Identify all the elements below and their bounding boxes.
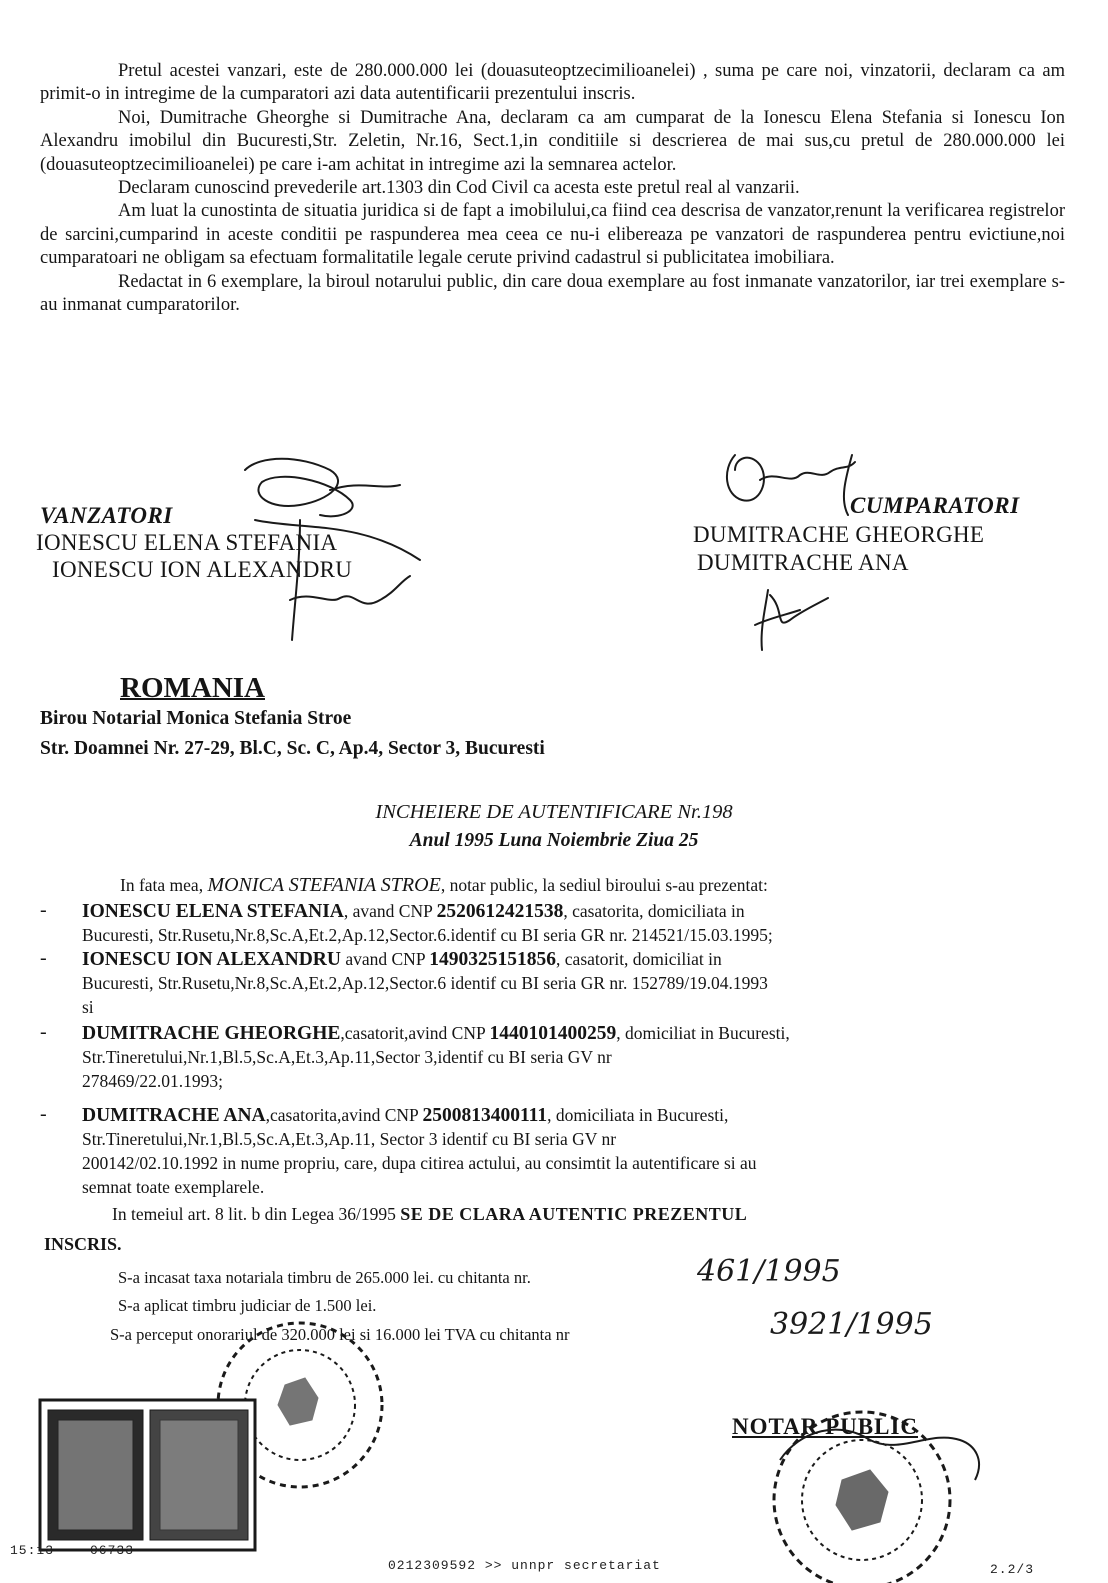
buyer-name-1: DUMITRACHE GHEORGHE	[693, 522, 985, 547]
person-4-line-3: 200142/02.10.1992 in nume propriu, care, dupa citirea actului, au consimtit la autentificare si au	[82, 1153, 757, 1173]
notary-name: MONICA STEFANIA STROE	[207, 874, 441, 896]
legal-basis-end: INSCRIS.	[44, 1234, 122, 1254]
person-4-line-1: DUMITRACHE ANA,casatorita,avind CNP 2500813400111, domiciliata in Bucuresti,	[82, 1105, 729, 1126]
judicial-stamp	[40, 1400, 255, 1550]
buyer-signature-1	[727, 455, 855, 515]
notary-office-name: Birou Notarial Monica Stefania Stroe	[40, 708, 352, 729]
person-name: IONESCU ION ALEXANDRU	[82, 949, 341, 970]
notary-seal-right	[774, 1412, 950, 1583]
list-dash: -	[40, 1021, 47, 1043]
handwritten-receipt-2: 3921/1995	[770, 1307, 933, 1342]
person-3-line-2: Str.Tineretului,Nr.1,Bl.5,Sc.A,Et.3,Ap.11,Sector 3,identif cu BI seria GV nr	[82, 1047, 612, 1067]
person-4-line-4: semnat toate exemplarele.	[82, 1177, 265, 1197]
authentic-declaration: SE DE CLARA AUTENTIC PREZENTUL	[400, 1204, 748, 1224]
person-1-line-2: Bucuresti, Str.Rusetu,Nr.8,Sc.A,Et.2,Ap.12,Sector.6.identif cu BI seria GR nr. 214521/15.03.1995;	[82, 925, 773, 945]
person-name: DUMITRACHE ANA	[82, 1105, 266, 1126]
legal-basis: In temeiul art. 8 lit. b din Legea 36/1995 SE DE CLARA AUTENTIC PREZENTUL	[112, 1204, 748, 1224]
fax-time: 15:13	[10, 1543, 55, 1558]
buyer-signature-2	[755, 590, 828, 650]
seller-signature	[245, 459, 420, 640]
handwritten-receipt-1: 461/1995	[697, 1254, 841, 1289]
person-2-line-1: IONESCU ION ALEXANDRU avand CNP 1490325151856, casatorit, domiciliat in	[82, 949, 722, 970]
paragraph-legal-situation: Am luat la cunostinta de situatia juridica si de fapt a imobilului,ca fiind cea descrisa de vanzator,renunt la verificarea registrelor de sarcini,cumparind in aceste conditii pe raspunderea mea ceea ce nu-i elibereaza pe vanzatori de raspunderea pentru evictiune,noi cumparatoari ne obligam sa efectuam formalitatile legale cerute privind cadastrul si publicitatea imobiliara.	[40, 201, 1065, 269]
person-cnp: 2520612421538	[436, 901, 564, 922]
fax-id: 06733	[90, 1543, 135, 1558]
buyers-label: CUMPARATORI	[850, 493, 1020, 518]
buyer-name-2: DUMITRACHE ANA	[697, 550, 909, 575]
conjunction-si: si	[82, 997, 94, 1017]
person-cnp: 2500813400111	[422, 1105, 548, 1126]
fee-judicial-stamp: S-a aplicat timbru judiciar de 1.500 lei.	[118, 1296, 377, 1315]
person-1-line-1: IONESCU ELENA STEFANIA, avand CNP 2520612421538, casatorita, domiciliata in	[82, 901, 745, 922]
list-dash: -	[40, 899, 47, 921]
paragraph-price: Pretul acestei vanzari, este de 280.000.000 lei (douasuteoptzecimilioanelei) , suma pe care noi, vinzatorii, declaram ca am primit-o in intregime de la cumparatori azi data autentificarii prezentului inscris.	[40, 61, 1065, 105]
seller-name-1: IONESCU ELENA STEFANIA	[36, 530, 338, 555]
notary-public-title: NOTAR PUBLIC	[732, 1414, 919, 1439]
person-name: IONESCU ELENA STEFANIA	[82, 901, 344, 922]
notary-signature	[780, 1430, 979, 1480]
person-4-line-2: Str.Tineretului,Nr.1,Bl.5,Sc.A,Et.3,Ap.11, Sector 3 identif cu BI seria GV nr	[82, 1129, 617, 1149]
person-3-line-3: 278469/22.01.1993;	[82, 1071, 223, 1091]
list-dash: -	[40, 947, 47, 969]
sellers-label: VANZATORI	[40, 503, 173, 528]
person-cnp: 1440101400259	[489, 1023, 617, 1044]
seller-name-2: IONESCU ION ALEXANDRU	[52, 557, 353, 582]
person-name: DUMITRACHE GHEORGHE	[82, 1023, 341, 1044]
person-2-line-2: Bucuresti, Str.Rusetu,Nr.8,Sc.A,Et.2,Ap.12,Sector.6 identif cu BI seria GR nr. 152789/19.04.1993	[82, 973, 768, 993]
fax-page: 2.2/3	[990, 1562, 1035, 1577]
list-dash: -	[40, 1103, 47, 1125]
closure-intro: In fata mea, MONICA STEFANIA STROE, notar public, la sediul biroului s-au prezentat:	[120, 874, 768, 896]
paragraph-copies: Redactat in 6 exemplare, la biroul notarului public, din care doua exemplare au fost inmanate vanzatorilor, iar trei exemplare s-au inmanat cumparatorilor.	[40, 271, 1065, 316]
notary-office-address: Str. Doamnei Nr. 27-29, Bl.C, Sc. C, Ap.4, Sector 3, Bucuresti	[40, 738, 545, 759]
paragraph-real-price: Declaram cunoscind prevederile art.1303 din Cod Civil ca acesta este pretul real al vanzarii.	[118, 178, 800, 199]
person-cnp: 1490325151856	[429, 949, 557, 970]
closure-title: INCHEIERE DE AUTENTIFICARE Nr.198	[375, 801, 733, 823]
fee-notarial-tax: S-a incasat taxa notariala timbru de 265.000 lei. cu chitanta nr.	[118, 1268, 531, 1287]
fee-honorarium: S-a perceput onorariul de 320.000 lei si 16.000 lei TVA cu chitanta nr	[110, 1325, 570, 1344]
closure-date: Anul 1995 Luna Noiembrie Ziua 25	[409, 830, 699, 851]
fax-line: 0212309592 >> unnpr secretariat	[388, 1558, 661, 1573]
person-3-line-1: DUMITRACHE GHEORGHE,casatorit,avind CNP 1440101400259, domiciliat in Bucuresti,	[82, 1023, 790, 1044]
country-heading: ROMANIA	[120, 672, 265, 704]
paragraph-buyers-declaration: Noi, Dumitrache Gheorghe si Dumitrache Ana, declaram ca am cumparat de la Ionescu Elena Stefania si Ionescu Ion Alexandru imobilul din Bucuresti,Str. Zeletin, Nr.16, Sect.1,in conditiile si descrierea de mai sus,cu pretul de 280.000.000 lei (douasuteoptzecimilioanelei) pe care i-am achitat in intregime azi la semnarea actelor.	[40, 107, 1065, 175]
